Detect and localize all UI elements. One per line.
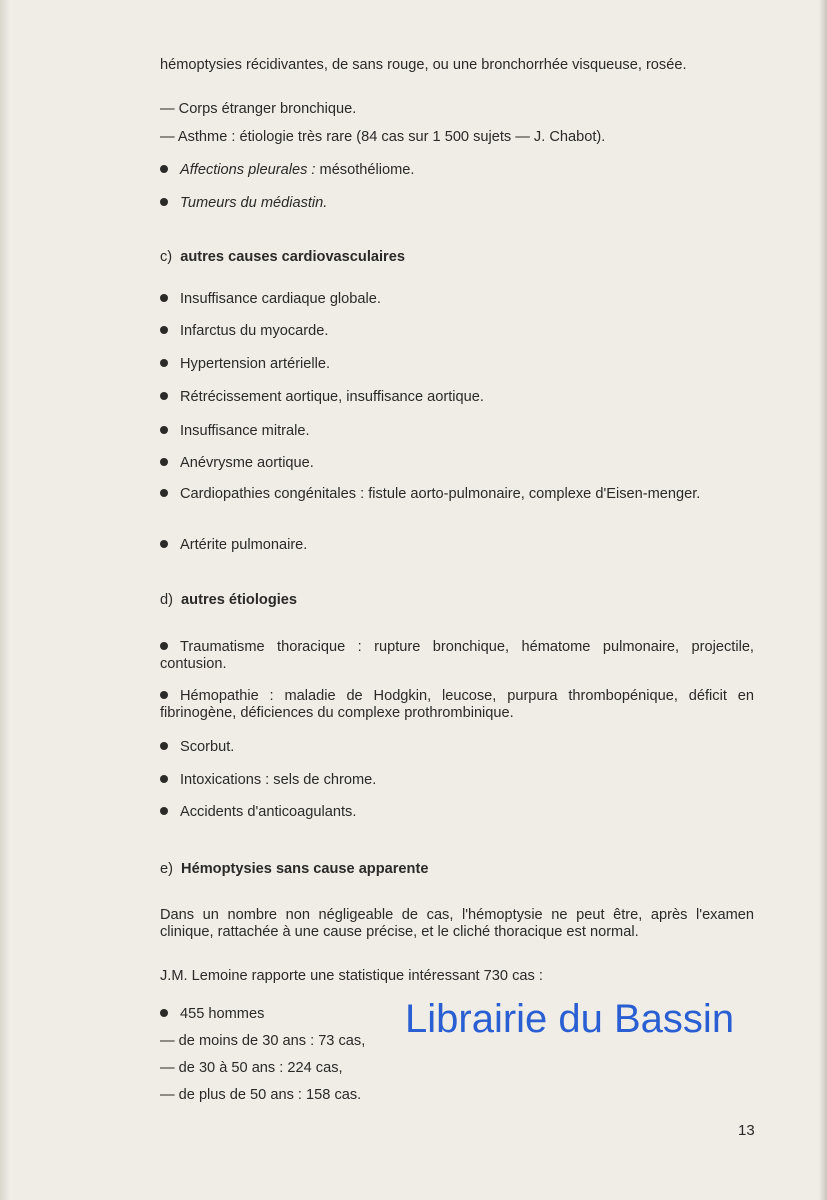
section-heading-e bbox=[160, 861, 754, 878]
dash-item: — de moins de 30 ans : 73 cas, bbox=[160, 1033, 754, 1050]
bullet-item bbox=[160, 195, 754, 212]
bullet-item bbox=[160, 772, 754, 789]
bullet-icon bbox=[160, 326, 168, 334]
bullet-text: mésothéliome. bbox=[315, 162, 415, 178]
bullet-icon bbox=[160, 742, 168, 750]
bullet-text: 455 hommes bbox=[180, 1006, 265, 1022]
bullet-icon bbox=[160, 807, 168, 815]
bullet-icon bbox=[160, 359, 168, 367]
section-heading-c bbox=[160, 249, 754, 266]
bullet-text: Traumatisme thoracique : rupture bronchique, hématome pulmonaire, projectile, contusion. bbox=[160, 639, 754, 672]
bullet-icon bbox=[160, 540, 168, 548]
bullet-label: Tumeurs du médiastin. bbox=[180, 195, 328, 211]
section-letter: e) bbox=[160, 861, 173, 877]
bullet-text: Intoxications : sels de chrome. bbox=[180, 772, 377, 788]
section-title: Hémoptysies sans cause apparente bbox=[181, 861, 429, 877]
section-letter: d) bbox=[160, 592, 173, 608]
bullet-item bbox=[160, 291, 754, 308]
bullet-icon bbox=[160, 294, 168, 302]
bullet-icon bbox=[160, 775, 168, 783]
bullet-icon bbox=[160, 458, 168, 466]
bullet-text: Accidents d'anticoagulants. bbox=[180, 804, 357, 820]
bullet-item bbox=[160, 323, 754, 340]
bullet-icon bbox=[160, 165, 168, 173]
bullet-item bbox=[160, 455, 754, 472]
bullet-text: Hémopathie : maladie de Hodgkin, leucose, purpura thrombopénique, déficit en fibrinogène, déficiences du complexe prothrombinique. bbox=[160, 688, 754, 721]
bullet-icon bbox=[160, 198, 168, 206]
page-right-edge bbox=[819, 0, 827, 1200]
bullet-item bbox=[160, 688, 754, 722]
bullet-item bbox=[160, 537, 754, 554]
bullet-text: Rétrécissement aortique, insuffisance aortique. bbox=[180, 389, 484, 405]
bullet-text: Hypertension artérielle. bbox=[180, 356, 331, 372]
page-number: 13 bbox=[738, 1122, 755, 1139]
bullet-item bbox=[160, 639, 754, 673]
section-heading-d bbox=[160, 592, 754, 609]
bullet-text: Insuffisance mitrale. bbox=[180, 423, 310, 439]
bullet-icon bbox=[160, 642, 168, 650]
section-title: autres causes cardiovasculaires bbox=[180, 249, 405, 265]
dash-item: — Asthme : étiologie très rare (84 cas sur 1 500 sujets — J. Chabot). bbox=[160, 129, 754, 146]
dash-item: — de plus de 50 ans : 158 cas. bbox=[160, 1087, 754, 1104]
bullet-text: Scorbut. bbox=[180, 739, 235, 755]
bullet-text: Artérite pulmonaire. bbox=[180, 537, 308, 553]
section-title: autres étiologies bbox=[181, 592, 298, 608]
bullet-item bbox=[160, 162, 754, 179]
bullet-item bbox=[160, 739, 754, 756]
bullet-icon bbox=[160, 392, 168, 400]
bullet-text: Insuffisance cardiaque globale. bbox=[180, 291, 381, 307]
bullet-item bbox=[160, 389, 754, 406]
watermark-text: Librairie du Bassin bbox=[405, 997, 735, 1041]
section-letter: c) bbox=[160, 249, 173, 265]
bullet-item bbox=[160, 804, 754, 821]
bullet-icon bbox=[160, 489, 168, 497]
bullet-text: Infarctus du myocarde. bbox=[180, 323, 329, 339]
bullet-text: Cardiopathies congénitales : fistule aorto-pulmonaire, complexe d'Eisen-menger. bbox=[180, 486, 701, 502]
continuation-paragraph: hémoptysies récidivantes, de sans rouge, ou une bronchorrhée visqueuse, rosée. bbox=[160, 57, 687, 73]
dash-item: — de 30 à 50 ans : 224 cas, bbox=[160, 1060, 754, 1077]
bullet-text: Anévrysme aortique. bbox=[180, 455, 314, 471]
bullet-item bbox=[160, 356, 754, 373]
statistic-line: J.M. Lemoine rapporte une statistique intéressant 730 cas : bbox=[160, 968, 543, 984]
bullet-icon bbox=[160, 691, 168, 699]
bullet-label: Affections pleurales : bbox=[180, 162, 316, 178]
bullet-item bbox=[160, 423, 754, 440]
bullet-icon bbox=[160, 1009, 168, 1017]
body-paragraph: Dans un nombre non négligeable de cas, l'hémoptysie ne peut être, après l'examen clinique, rattachée à une cause précise, et le cliché thoracique est normal. bbox=[160, 907, 754, 940]
dash-item: — Corps étranger bronchique. bbox=[160, 101, 754, 118]
bullet-item bbox=[160, 486, 754, 503]
page-left-edge bbox=[0, 0, 10, 1200]
bullet-icon bbox=[160, 426, 168, 434]
